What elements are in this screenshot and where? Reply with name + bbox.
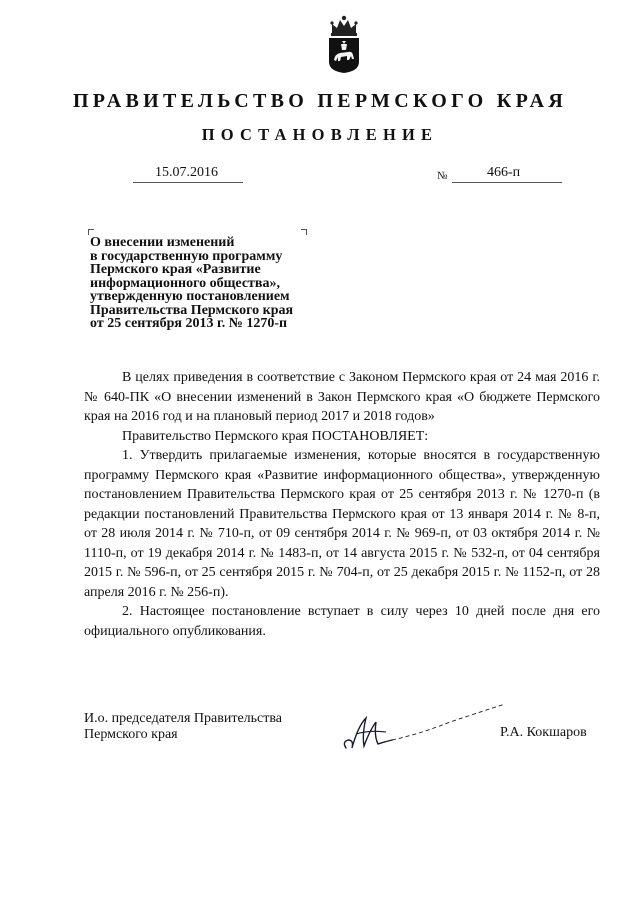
subject-line: О внесении изменений xyxy=(90,235,235,250)
signatory-name: Р.А. Кокшаров xyxy=(500,725,587,740)
number-sign: № xyxy=(437,170,448,182)
signatory-title xyxy=(84,711,282,743)
subject-line: Пермского края «Развитие xyxy=(90,262,261,277)
signatory-title-line: И.о. председателя Правительства xyxy=(84,711,283,726)
government-title: ПРАВИТЕЛЬСТВО ПЕРМСКОГО КРАЯ xyxy=(72,90,568,112)
subject-line: от 25 сентября 2013 г. № 1270-п xyxy=(90,316,288,331)
document-subject xyxy=(90,236,330,331)
document-type: ПОСТАНОВЛЕНИЕ xyxy=(201,125,439,144)
subject-line: Правительства Пермского края xyxy=(90,302,294,318)
document-date: 15.07.2016 xyxy=(155,165,218,180)
subject-line: утвержденную постановлением xyxy=(90,289,290,304)
body-paragraph: В целях приведения в соответствие с Законом Пермского края от 24 мая 2016 г. № 640-ПК «О внесении изменений в Закон Пермского края «О бюджете Пермского края на 2016 год и на плановый период 2017 и 2018 годов» xyxy=(84,370,600,424)
number-underline xyxy=(452,182,562,183)
body-paragraph: 1. Утвердить прилагаемые изменения, которые вносятся в государственную программу Пермского края «Развитие информационного общества», утвержденную постановлением Правительства Пермского края от 25 сентября 2013 г. № 1270-п (в редакции постановлений Правительства Пермского края от 13 января 2014 г. № 8-п, от 28 июля 2014 г. № 710-п, от 09 сентября 2014 г. № 969-п, от 03 октября 2014 г. № 1110-п, от 19 декабря 2014 г. № 1483-п, от 14 августа 2015 г. № 532-п, от 04 сентября 2015 г. № 596-п, от 25 сентября 2015 г. № 704-п, от 25 декабря 2015 г. № 1152-п, от 28 апреля 2016 г. № 256-п). xyxy=(84,448,600,600)
date-underline xyxy=(133,182,243,183)
body-paragraph: 2. Настоящее постановление вступает в силу через 10 дней после дня его официального опубликования. xyxy=(84,604,600,639)
document-body xyxy=(84,368,600,641)
body-paragraph: Правительство Пермского края ПОСТАНОВЛЯЕТ: xyxy=(122,428,429,444)
perm-krai-coat-of-arms-icon xyxy=(326,14,362,74)
handwritten-signature xyxy=(340,700,510,760)
document-number: 466-п xyxy=(487,165,521,180)
subject-line: в государственную программу xyxy=(90,248,283,264)
subject-corner-right xyxy=(301,229,307,235)
subject-line: информационного общества», xyxy=(90,275,280,291)
signatory-title-line: Пермского края xyxy=(84,727,178,742)
